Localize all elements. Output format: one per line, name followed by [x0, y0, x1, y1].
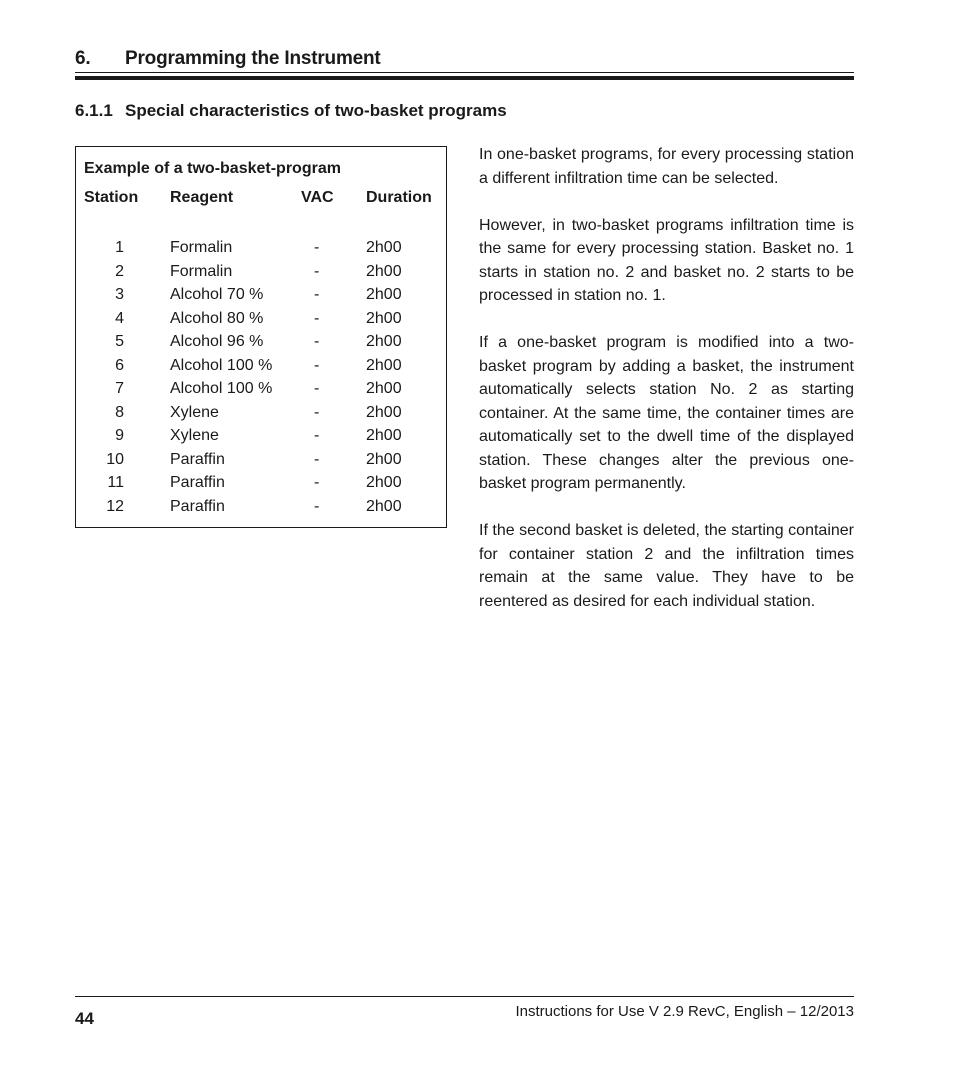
cell-reagent: Formalin [170, 262, 233, 280]
chapter-heading [75, 48, 854, 70]
cell-reagent: Xylene [170, 403, 219, 421]
body-paragraph: However, in two-basket programs infiltration time is the same for every processing station. Basket no. 1 starts in station no. 2 and basket no. 2 starts to be processed in station no. 1. [479, 216, 854, 304]
page-number: 44 [75, 1009, 94, 1028]
cell-vac: - [314, 239, 320, 256]
table-row [76, 498, 446, 522]
cell-reagent: Formalin [170, 239, 233, 256]
cell-duration: 2h00 [366, 356, 402, 374]
cell-vac: - [314, 497, 320, 515]
header-vac: VAC [301, 189, 334, 206]
cell-station: 9 [115, 427, 124, 444]
cell-duration: 2h00 [366, 380, 402, 397]
body-paragraph: In one-basket programs, for every processing station a different infiltration time can be selected. [479, 146, 854, 187]
cell-station: 10 [106, 450, 124, 468]
cell-vac: - [314, 403, 320, 421]
cell-vac: - [314, 309, 320, 327]
section-title: Special characteristics of two-basket programs [125, 101, 507, 120]
table-row [76, 263, 446, 287]
cell-reagent: Alcohol 70 % [170, 286, 264, 303]
cell-station: 4 [115, 309, 124, 327]
cell-duration: 2h00 [366, 403, 402, 421]
table-rows [76, 239, 446, 521]
cell-duration: 2h00 [366, 309, 402, 327]
table-row [76, 427, 446, 451]
header-rule-thick [75, 76, 854, 80]
table-row [76, 404, 446, 428]
table-row [76, 286, 446, 310]
body-paragraph: If the second basket is deleted, the starting container for container station 2 and the infiltration times remain at the same value. They have to be reentered as desired for each individual station. [479, 522, 854, 610]
body-paragraph: If a one-basket program is modified into a two-basket program by adding a basket, the instrument automatically selects station No. 2 as starting container. At the same time, the container times are automatically set to the dwell time of the displayed station. These changes alter the previous one-basket program permanently. [479, 334, 854, 492]
cell-reagent: Xylene [170, 427, 219, 444]
cell-station: 3 [115, 286, 124, 303]
cell-reagent: Paraffin [170, 497, 225, 515]
table-row [76, 333, 446, 357]
cell-station: 6 [115, 356, 124, 374]
cell-vac: - [314, 450, 320, 468]
cell-duration: 2h00 [366, 450, 402, 468]
header-rule-thin [75, 72, 854, 73]
cell-duration: 2h00 [366, 262, 402, 280]
cell-vac: - [314, 427, 320, 444]
cell-duration: 2h00 [366, 497, 402, 515]
cell-vac: - [314, 286, 320, 303]
cell-reagent: Alcohol 100 % [170, 380, 273, 397]
chapter-number: 6. [75, 48, 91, 69]
cell-station: 5 [115, 333, 124, 350]
cell-duration: 2h00 [366, 286, 402, 303]
body-text [479, 143, 854, 637]
table-title: Example of a two-basket-program [84, 160, 341, 177]
cell-station: 1 [115, 239, 124, 256]
table-row [76, 451, 446, 475]
header-duration: Duration [366, 189, 432, 206]
cell-reagent: Paraffin [170, 474, 225, 491]
table-row [76, 380, 446, 404]
cell-duration: 2h00 [366, 333, 402, 350]
header-station: Station [84, 189, 139, 206]
cell-vac: - [314, 474, 320, 491]
cell-station: 7 [115, 380, 124, 397]
cell-station: 8 [115, 403, 124, 421]
cell-vac: - [314, 380, 320, 397]
cell-reagent: Paraffin [170, 450, 225, 468]
header-reagent: Reagent [170, 189, 234, 206]
cell-vac: - [314, 356, 320, 374]
cell-reagent: Alcohol 100 % [170, 356, 273, 374]
section-heading [75, 101, 507, 121]
section-number: 6.1.1 [75, 101, 113, 120]
cell-station: 2 [115, 262, 124, 280]
cell-duration: 2h00 [366, 474, 402, 491]
table-row [76, 474, 446, 498]
table-row [76, 310, 446, 334]
cell-station: 11 [107, 474, 124, 491]
cell-reagent: Alcohol 96 % [170, 333, 264, 350]
footer-rule [75, 996, 854, 997]
program-table [75, 146, 447, 528]
cell-station: 12 [106, 497, 124, 515]
footer-text: Instructions for Use V 2.9 RevC, English – 12/2013 [515, 1003, 854, 1020]
chapter-title: Programming the Instrument [125, 48, 381, 69]
table-row [76, 357, 446, 381]
cell-vac: - [314, 333, 320, 350]
cell-reagent: Alcohol 80 % [170, 309, 264, 327]
cell-duration: 2h00 [366, 239, 402, 256]
cell-duration: 2h00 [366, 427, 402, 444]
cell-vac: - [314, 262, 320, 280]
table-row [76, 239, 446, 263]
